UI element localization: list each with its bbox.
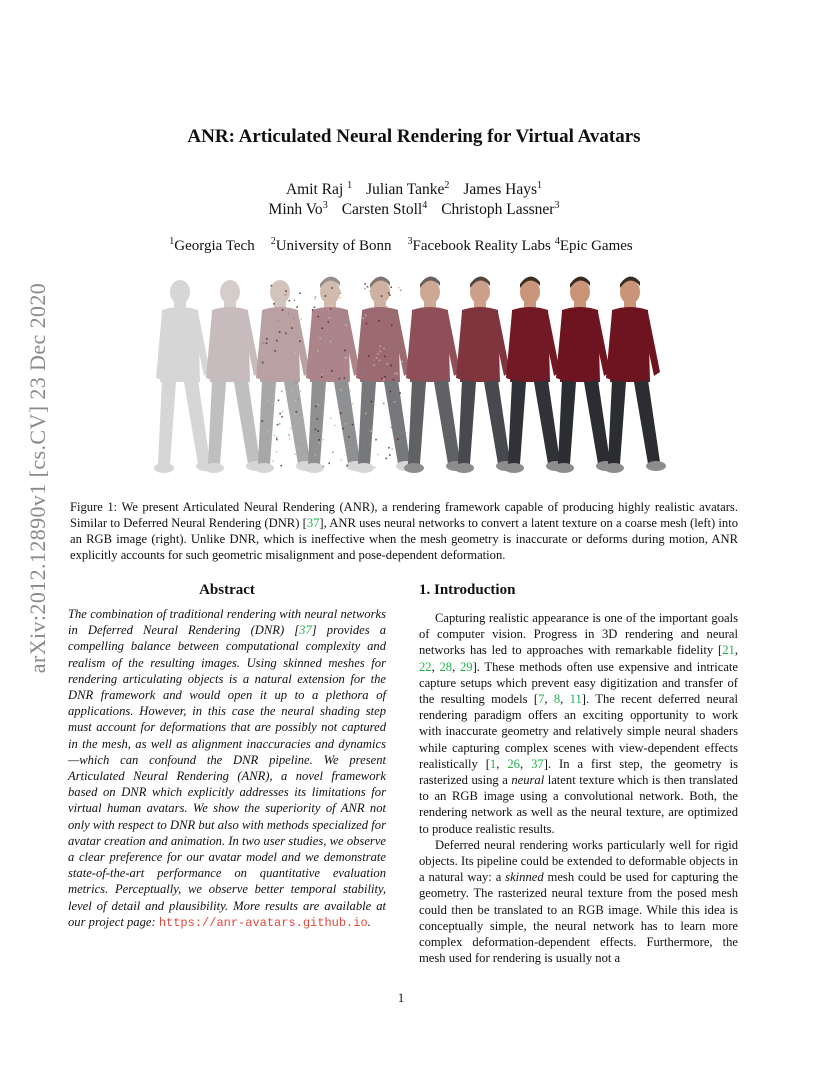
- author: [441, 201, 559, 218]
- texture-noise: [291, 327, 293, 329]
- texture-noise: [340, 297, 342, 299]
- texture-noise: [401, 361, 403, 363]
- texture-noise: [344, 350, 346, 352]
- affiliation: [271, 238, 392, 254]
- text-run: ,: [496, 756, 508, 771]
- texture-noise: [315, 429, 317, 431]
- author: [269, 201, 328, 218]
- texture-noise: [349, 390, 351, 392]
- texture-noise: [281, 416, 283, 418]
- texture-noise: [321, 376, 323, 378]
- texture-noise: [363, 372, 365, 374]
- citation-link[interactable]: 1: [489, 756, 497, 771]
- text-run: ], ANR uses neural networks to convert a latent texture on a coarse mesh (left) into an RGB image (right). Unlike DNR, which is ineffective when the mesh geometry is inaccurate or deforms during motion, ANR explicitly accounts for such geometric misalignment and pose-dependent deformation.: [70, 516, 739, 562]
- texture-noise: [294, 352, 296, 354]
- texture-noise: [262, 420, 264, 422]
- texture-noise: [297, 399, 299, 401]
- author-affiliation-mark: 1: [537, 180, 543, 191]
- texture-noise: [331, 370, 333, 372]
- avatar-left-shoe: [454, 463, 474, 473]
- texture-noise: [319, 312, 321, 314]
- avatar-right-leg: [534, 380, 560, 464]
- author-name: Julian Tanke: [366, 181, 445, 199]
- texture-noise: [339, 290, 341, 292]
- texture-noise: [321, 374, 323, 376]
- avatar-right-leg: [334, 380, 360, 464]
- intro-paragraph-1: [419, 610, 738, 837]
- texture-noise: [388, 292, 390, 294]
- avatar-left-leg: [208, 380, 226, 464]
- text-run: ]. These methods often use expensive and intricate capture setups which prevent easy digitization and transfer of the resulting models [: [419, 659, 739, 707]
- texture-noise: [323, 439, 325, 441]
- texture-noise: [345, 439, 347, 441]
- texture-noise: [340, 412, 342, 414]
- avatar-left-leg: [258, 380, 276, 464]
- texture-noise: [272, 403, 274, 405]
- citation-link[interactable]: 29: [459, 659, 473, 674]
- texture-noise: [276, 439, 278, 441]
- avatar-left-shoe: [604, 463, 624, 473]
- text-run: ,: [734, 643, 738, 658]
- texture-noise: [266, 400, 268, 402]
- author: [366, 181, 449, 198]
- texture-noise: [277, 320, 279, 322]
- avatar-right-leg: [234, 380, 260, 464]
- citation-link[interactable]: 37: [531, 756, 544, 771]
- texture-noise: [377, 353, 379, 355]
- avatar-left-leg: [358, 380, 376, 464]
- avatar-left-shoe: [554, 463, 574, 473]
- texture-noise: [296, 411, 298, 413]
- texture-noise: [373, 403, 375, 405]
- affiliation-mark: 4: [554, 236, 560, 247]
- text-run: mesh could be used for capturing the geometry. The rasterized neural texture from the posed mesh could then be translated to an RGB image. While this idea is conceptually simple, the neural network has to learn more complex deformation-dependent effects. Furthermore, the mesh used for rendering is usually not a: [419, 870, 739, 966]
- affiliation: [408, 238, 551, 254]
- texture-noise: [297, 447, 299, 449]
- texture-noise: [373, 365, 375, 367]
- texture-noise: [383, 379, 385, 381]
- author-affiliation-mark: 1: [347, 180, 353, 191]
- author: [463, 181, 542, 198]
- texture-noise: [369, 290, 371, 292]
- avatar-right-leg: [634, 380, 660, 464]
- texture-noise: [352, 403, 354, 405]
- texture-noise: [348, 436, 350, 438]
- avatar-head: [270, 280, 290, 304]
- texture-noise: [379, 351, 381, 353]
- texture-noise: [366, 323, 368, 325]
- affiliation-name: Facebook Reality Labs: [412, 238, 551, 254]
- texture-noise: [399, 392, 401, 394]
- intro-paragraph-2: [419, 837, 738, 967]
- avatar-left-shoe: [304, 463, 324, 473]
- abstract-heading: Abstract: [199, 582, 255, 598]
- figure-1: [150, 272, 680, 494]
- author: [342, 201, 428, 218]
- affiliation: [555, 238, 633, 254]
- texture-noise: [390, 286, 392, 288]
- texture-noise: [294, 413, 296, 415]
- texture-noise: [396, 373, 398, 375]
- texture-noise: [299, 292, 301, 294]
- texture-noise: [379, 360, 381, 362]
- texture-noise: [391, 325, 393, 327]
- text-run: ,: [431, 659, 440, 674]
- texture-noise: [282, 309, 284, 311]
- texture-noise: [276, 451, 278, 453]
- texture-noise: [389, 294, 391, 296]
- texture-noise: [363, 317, 365, 319]
- texture-noise: [292, 324, 294, 326]
- texture-noise: [279, 413, 281, 415]
- texture-noise: [290, 428, 292, 430]
- texture-noise: [388, 447, 390, 449]
- paper-title: ANR: Articulated Neural Rendering for Virtual Avatars: [187, 126, 641, 147]
- texture-noise: [374, 467, 376, 469]
- texture-noise: [315, 296, 317, 298]
- avatar-right-leg: [184, 380, 210, 464]
- texture-noise: [328, 463, 330, 465]
- texture-noise: [323, 466, 325, 468]
- emphasized-text: neural: [511, 773, 545, 788]
- author-list-line-2: [0, 200, 828, 219]
- texture-noise: [384, 356, 386, 358]
- texture-noise: [331, 287, 333, 289]
- avatar-left-leg: [558, 380, 576, 464]
- texture-noise: [314, 307, 316, 309]
- texture-noise: [352, 424, 354, 426]
- texture-noise: [342, 428, 344, 430]
- texture-noise: [299, 340, 301, 342]
- texture-noise: [295, 381, 297, 383]
- texture-noise: [398, 287, 400, 289]
- avatar-head: [220, 280, 240, 304]
- texture-noise: [390, 365, 392, 367]
- texture-noise: [340, 459, 342, 461]
- introduction-text: [419, 610, 738, 966]
- text-run: ] provides a compelling balance between computational complexity and realism of the resulting images. Using skinned meshes for rendering articulating objects is a natural extension for the DNR framework and would open it up to a plethora of applications. However, in this case the neural shading step must account for deformations that are possibly not captured in the mesh, as well as alignment inaccuracies and dynamics—which can confound the DNR pipeline. We present Articulated Neural Rendering (ANR), a novel framework based on DNR which explicitly addresses its limitations for virtual human avatars. We show the superiority of ANR not only with respect to DNR but also with methods specialized for avatar creation and animation. In two user studies, we observe a clear preference for our avatar model and we demonstrate state-of-the-art performance on quantitative evaluation metrics. Perceptually, we observe better temporal stability, level of detail and plausibility. More results are available at our project page:: [68, 623, 387, 929]
- avatar-left-shoe: [404, 463, 424, 473]
- figure-caption: [70, 499, 738, 563]
- texture-noise: [364, 288, 366, 290]
- project-page-link[interactable]: https://anr-avatars.github.io: [158, 915, 368, 930]
- text-run: ,: [452, 659, 460, 674]
- affiliation-mark: 2: [270, 236, 276, 247]
- texture-noise: [368, 355, 370, 357]
- texture-noise: [381, 378, 383, 380]
- affiliation-name: Epic Games: [559, 238, 633, 254]
- texture-noise: [377, 454, 379, 456]
- texture-noise: [379, 345, 381, 347]
- text-run: ]. The recent deferred neural rendering paradigm offers an exciting opportunity to work with inaccurate geometry and relatively simple neural shaders while capturing complex scenes with view-dependent effects realistically [: [419, 692, 739, 771]
- author-list-line-1: [0, 180, 828, 199]
- text-run: ,: [544, 692, 554, 707]
- citation-link[interactable]: 7: [538, 692, 545, 707]
- avatar-left-shoe: [154, 463, 174, 473]
- author: [286, 181, 352, 198]
- avatar-right-leg: [384, 380, 410, 464]
- texture-noise: [386, 306, 388, 308]
- texture-noise: [285, 333, 287, 335]
- texture-noise: [267, 431, 269, 433]
- texture-noise: [271, 285, 273, 287]
- author-name: Carsten Stoll: [341, 201, 423, 219]
- avatar-left-leg: [608, 380, 626, 464]
- texture-noise: [400, 289, 402, 291]
- texture-noise: [317, 404, 319, 406]
- texture-noise: [278, 400, 280, 402]
- texture-noise: [384, 376, 386, 378]
- texture-noise: [277, 424, 279, 426]
- texture-noise: [266, 342, 268, 344]
- citation-link[interactable]: 26: [507, 756, 520, 771]
- texture-noise: [393, 379, 395, 381]
- texture-noise: [317, 430, 319, 432]
- author-affiliation-mark: 2: [444, 180, 450, 191]
- text-run: ,: [560, 692, 570, 707]
- texture-noise: [317, 316, 319, 318]
- texture-noise: [367, 286, 369, 288]
- texture-noise: [341, 323, 343, 325]
- avatar-left-shoe: [504, 463, 524, 473]
- texture-noise: [314, 298, 316, 300]
- texture-noise: [334, 425, 336, 427]
- texture-noise: [262, 354, 264, 356]
- texture-noise: [266, 338, 268, 340]
- figure-1-image: [150, 272, 680, 494]
- author-name: Christoph Lassner: [441, 201, 555, 219]
- texture-noise: [296, 306, 298, 308]
- texture-noise: [389, 358, 391, 360]
- texture-noise: [315, 454, 317, 456]
- texture-noise: [285, 294, 287, 296]
- texture-noise: [274, 350, 276, 352]
- texture-noise: [300, 391, 302, 393]
- avatar-left-leg: [408, 380, 426, 464]
- citation-link[interactable]: 37: [306, 516, 320, 530]
- affiliation-name: Georgia Tech: [174, 238, 255, 254]
- texture-noise: [282, 411, 284, 413]
- avatar-left-shoe: [204, 463, 224, 473]
- texture-noise: [401, 433, 403, 435]
- texture-noise: [344, 377, 346, 379]
- texture-noise: [319, 338, 321, 340]
- text-run: ,: [519, 756, 532, 771]
- texture-noise: [329, 317, 331, 319]
- affiliation: [169, 238, 254, 254]
- texture-noise: [315, 406, 317, 408]
- texture-noise: [365, 315, 367, 317]
- texture-noise: [294, 300, 296, 302]
- author-affiliation-mark: 3: [322, 200, 328, 211]
- texture-noise: [376, 357, 378, 359]
- texture-noise: [301, 439, 303, 441]
- texture-noise: [294, 400, 296, 402]
- texture-noise: [280, 465, 282, 467]
- section-heading-introduction: 1. Introduction: [419, 582, 516, 598]
- avatar-figure: [604, 276, 666, 473]
- texture-noise: [370, 430, 372, 432]
- author-name: Amit Raj: [285, 181, 348, 199]
- citation-link[interactable]: 37: [299, 623, 312, 638]
- texture-noise: [375, 439, 377, 441]
- text-run: .: [367, 914, 371, 929]
- affiliation-mark: 3: [407, 236, 413, 247]
- texture-noise: [276, 340, 278, 342]
- text-run: ]. In a first step, the geometry is rasterized using a: [419, 756, 739, 788]
- texture-noise: [365, 413, 367, 415]
- texture-noise: [318, 439, 320, 441]
- texture-noise: [279, 423, 281, 425]
- texture-noise: [381, 295, 383, 297]
- texture-noise: [383, 348, 385, 350]
- texture-noise: [317, 419, 319, 421]
- texture-noise: [363, 441, 365, 443]
- texture-noise: [345, 423, 347, 425]
- avatar-left-leg: [508, 380, 526, 464]
- author-name: Minh Vo: [268, 201, 323, 219]
- texture-noise: [300, 318, 302, 320]
- texture-noise: [289, 300, 291, 302]
- texture-noise: [327, 321, 329, 323]
- texture-noise: [272, 460, 274, 462]
- texture-noise: [286, 309, 288, 311]
- texture-noise: [387, 362, 389, 364]
- avatar-head: [170, 280, 190, 304]
- avatar-right-leg: [584, 380, 610, 464]
- texture-noise: [394, 401, 396, 403]
- texture-noise: [317, 350, 319, 352]
- texture-noise: [330, 308, 332, 310]
- texture-noise: [262, 362, 264, 364]
- author-affiliation-mark: 4: [422, 200, 428, 211]
- texture-noise: [281, 391, 283, 393]
- citation-link[interactable]: 28: [439, 659, 453, 674]
- texture-noise: [274, 435, 276, 437]
- affiliations: [0, 236, 802, 255]
- texture-noise: [325, 295, 327, 297]
- avatar-right-leg: [284, 380, 310, 464]
- author-name: James Hays: [463, 181, 538, 199]
- texture-noise: [288, 434, 290, 436]
- texture-noise: [378, 320, 380, 322]
- avatar-right-shoe: [646, 461, 666, 471]
- texture-noise: [312, 309, 314, 311]
- texture-noise: [318, 442, 320, 444]
- affiliation-mark: 1: [169, 236, 175, 247]
- arxiv-stamp-text: arXiv:2012.12890v1 [cs.CV] 23 Dec 2020: [25, 282, 50, 674]
- texture-noise: [273, 303, 275, 305]
- texture-noise: [390, 427, 392, 429]
- texture-noise: [294, 453, 296, 455]
- text-run: Figure 1: We present Articulated Neural Rendering (ANR), a rendering framework capable of producing highly realistic avatars. Similar to Deferred Neural Rendering (DNR) [: [70, 500, 738, 530]
- texture-noise: [332, 452, 334, 454]
- texture-noise: [286, 391, 288, 393]
- texture-noise: [340, 389, 342, 391]
- texture-noise: [385, 458, 387, 460]
- avatar-left-leg: [308, 380, 326, 464]
- texture-noise: [369, 429, 371, 431]
- texture-noise: [285, 290, 287, 292]
- texture-noise: [262, 343, 264, 345]
- texture-noise: [397, 438, 399, 440]
- avatar-right-leg: [434, 380, 460, 464]
- texture-noise: [330, 341, 332, 343]
- citation-link[interactable]: 8: [553, 692, 561, 707]
- texture-noise: [394, 372, 396, 374]
- text-run: The combination of traditional rendering with neural networks in Deferred Neural Rendering (DNR) [: [68, 607, 386, 638]
- text-run: Deferred neural rendering works particularly well for rigid objects. Its pipeline could be extended to deformable objects in a natural way: a: [419, 837, 738, 885]
- texture-noise: [274, 290, 276, 292]
- texture-noise: [288, 313, 290, 315]
- texture-noise: [276, 437, 278, 439]
- texture-noise: [389, 454, 391, 456]
- abstract-text: [68, 606, 386, 931]
- texture-noise: [387, 363, 389, 365]
- texture-noise: [322, 327, 324, 329]
- texture-noise: [330, 417, 332, 419]
- texture-noise: [293, 317, 295, 319]
- texture-noise: [279, 331, 281, 333]
- texture-noise: [332, 352, 334, 354]
- avatar-left-shoe: [254, 463, 274, 473]
- texture-noise: [324, 376, 326, 378]
- affiliation-name: University of Bonn: [275, 238, 392, 254]
- avatar-right-leg: [484, 380, 510, 464]
- texture-noise: [346, 356, 348, 358]
- texture-noise: [391, 448, 393, 450]
- texture-noise: [292, 390, 294, 392]
- citation-link[interactable]: 21: [722, 643, 735, 658]
- author-affiliation-mark: 3: [554, 200, 560, 211]
- texture-noise: [371, 401, 373, 403]
- texture-noise: [345, 324, 347, 326]
- page-number: 1: [397, 991, 405, 1005]
- emphasized-text: skinned: [505, 870, 544, 885]
- avatar-left-leg: [458, 380, 476, 464]
- citation-link[interactable]: 22: [419, 659, 432, 674]
- avatar-left-leg: [158, 380, 176, 464]
- texture-noise: [347, 465, 349, 467]
- citation-link[interactable]: 11: [569, 692, 582, 707]
- texture-noise: [340, 292, 342, 294]
- texture-noise: [289, 439, 291, 441]
- texture-noise: [261, 462, 263, 464]
- text-run: latent texture which is then translated to an RGB image using a convolutional network. Both, the rendering network as well as the neural texture, are optimized to produce realistic results.: [419, 773, 738, 836]
- arxiv-stamp: [22, 278, 54, 678]
- texture-noise: [342, 319, 344, 321]
- avatar-left-shoe: [354, 463, 374, 473]
- texture-noise: [364, 283, 366, 285]
- texture-noise: [339, 378, 341, 380]
- texture-noise: [373, 359, 375, 361]
- texture-noise: [390, 391, 392, 393]
- texture-noise: [383, 403, 385, 405]
- texture-noise: [326, 294, 328, 296]
- text-run: Capturing realistic appearance is one of the important goals of computer vision. Progress in 3D rendering and neural networks has led to approaches with remarkable fidelity [: [419, 611, 738, 658]
